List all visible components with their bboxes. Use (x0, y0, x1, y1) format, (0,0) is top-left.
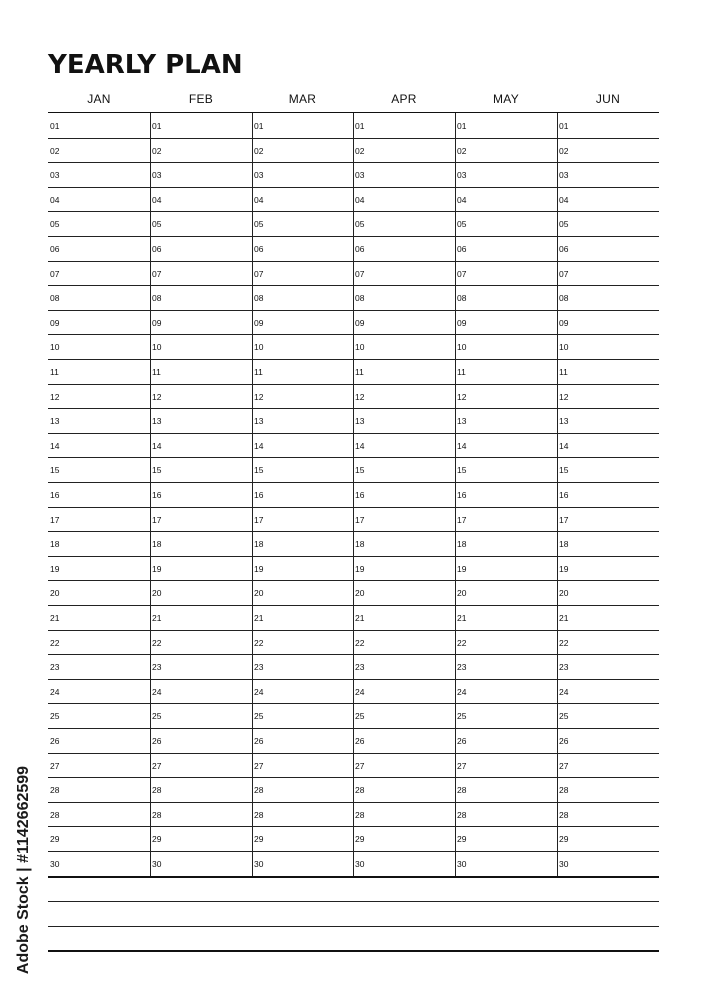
day-number: 09 (559, 317, 569, 328)
day-number: 26 (559, 736, 569, 746)
month-label-may: MAY (492, 92, 519, 106)
day-number: 22 (457, 637, 467, 648)
day-number: 24 (254, 686, 264, 697)
day-number: 14 (50, 440, 60, 451)
day-number: 02 (254, 145, 264, 156)
day-number: 27 (355, 760, 365, 771)
day-number: 07 (254, 268, 264, 279)
day-number: 30 (457, 859, 467, 869)
day-number: 16 (152, 490, 162, 500)
day-number: 20 (254, 588, 264, 599)
day-number: 27 (559, 760, 569, 771)
day-number: 02 (457, 145, 467, 156)
day-number: 25 (457, 711, 467, 722)
day-number: 17 (50, 514, 60, 525)
day-number: 30 (152, 859, 162, 869)
day-number: 19 (559, 563, 569, 574)
month-label-jun: JUN (595, 92, 621, 106)
day-number: 07 (152, 268, 162, 279)
day-number: 10 (254, 342, 264, 353)
day-number: 21 (254, 613, 264, 623)
day-number: 09 (152, 317, 162, 328)
day-number: 01 (152, 121, 162, 131)
day-number: 03 (355, 170, 365, 181)
day-number: 13 (457, 416, 467, 427)
day-number: 12 (50, 391, 60, 402)
day-number: 16 (254, 490, 264, 500)
day-number: 29 (152, 834, 162, 845)
grid-bottom-border (48, 876, 659, 878)
day-number: 29 (457, 834, 467, 845)
day-number: 04 (50, 194, 60, 205)
day-number: 19 (457, 563, 467, 574)
day-number: 25 (50, 711, 60, 722)
day-number: 11 (152, 367, 161, 377)
day-number: 18 (254, 539, 264, 550)
day-number: 10 (559, 342, 569, 353)
day-number: 24 (152, 686, 162, 697)
day-number: 23 (355, 662, 365, 673)
day-number: 15 (254, 465, 264, 476)
day-number: 28 (152, 809, 162, 820)
day-number: 30 (559, 859, 569, 869)
day-number: 05 (50, 219, 60, 230)
day-number: 28 (457, 809, 467, 820)
day-number: 01 (559, 121, 569, 131)
day-number: 13 (152, 416, 162, 427)
day-number: 04 (457, 194, 467, 205)
day-number: 04 (355, 194, 365, 205)
day-number: 28 (355, 809, 365, 820)
day-number: 17 (152, 514, 162, 525)
day-number: 19 (254, 563, 264, 574)
day-number: 29 (254, 834, 264, 845)
day-number: 28 (355, 785, 365, 796)
day-number: 27 (50, 760, 60, 771)
day-number: 06 (559, 244, 569, 254)
day-number: 18 (457, 539, 467, 550)
day-number: 26 (355, 736, 365, 746)
day-number: 06 (457, 244, 467, 254)
month-label-feb: FEB (188, 92, 214, 106)
day-number: 12 (152, 391, 162, 402)
day-number: 27 (457, 760, 467, 771)
day-number: 19 (355, 563, 365, 574)
day-number: 21 (50, 613, 60, 623)
day-number: 22 (355, 637, 365, 648)
day-number: 11 (457, 367, 466, 377)
day-number: 11 (355, 367, 364, 377)
day-number: 14 (457, 440, 467, 451)
day-number: 25 (254, 711, 264, 722)
day-number: 06 (355, 244, 365, 254)
day-number: 07 (457, 268, 467, 279)
day-number: 12 (355, 391, 365, 402)
day-number: 21 (559, 613, 569, 623)
day-number: 15 (50, 465, 60, 476)
day-number: 21 (457, 613, 467, 623)
day-number: 03 (152, 170, 162, 181)
day-number: 03 (254, 170, 264, 181)
day-number: 12 (457, 391, 467, 402)
day-number: 28 (559, 809, 569, 820)
day-number: 13 (50, 416, 60, 427)
day-number: 28 (254, 785, 264, 796)
day-number: 24 (559, 686, 569, 697)
month-header-row (48, 90, 659, 112)
day-number: 30 (50, 859, 60, 869)
day-number: 07 (50, 268, 60, 279)
day-number: 12 (559, 391, 569, 402)
day-number: 03 (559, 170, 569, 181)
day-number: 05 (254, 219, 264, 230)
day-number: 01 (457, 121, 467, 131)
day-number: 06 (50, 244, 60, 254)
notes-line (48, 926, 659, 927)
day-number: 16 (355, 490, 365, 500)
column-divider (353, 113, 354, 877)
day-number: 02 (559, 145, 569, 156)
day-number: 05 (457, 219, 467, 230)
day-number: 14 (254, 440, 264, 451)
day-number: 02 (152, 145, 162, 156)
month-label-mar: MAR (288, 92, 317, 106)
day-number: 13 (355, 416, 365, 427)
notes-line (48, 901, 659, 902)
day-number: 05 (559, 219, 569, 230)
day-number: 28 (152, 785, 162, 796)
month-label-jan: JAN (87, 92, 111, 106)
day-number: 03 (50, 170, 60, 181)
day-number: 22 (50, 637, 60, 648)
column-divider (252, 113, 253, 877)
day-number: 23 (50, 662, 60, 673)
day-number: 08 (457, 293, 467, 304)
day-number: 17 (457, 514, 467, 525)
day-number: 01 (355, 121, 365, 131)
day-number: 18 (355, 539, 365, 550)
day-number: 27 (254, 760, 264, 771)
day-number: 04 (152, 194, 162, 205)
day-number: 24 (50, 686, 60, 697)
day-number: 28 (457, 785, 467, 796)
day-number: 26 (254, 736, 264, 746)
day-number: 21 (355, 613, 365, 623)
day-number: 19 (50, 563, 60, 574)
day-number: 10 (457, 342, 467, 353)
day-number: 01 (50, 121, 60, 131)
day-number: 20 (355, 588, 365, 599)
day-number: 02 (355, 145, 365, 156)
day-number: 22 (254, 637, 264, 648)
day-number: 16 (559, 490, 569, 500)
day-number: 07 (355, 268, 365, 279)
day-number: 14 (355, 440, 365, 451)
day-number: 04 (254, 194, 264, 205)
day-number: 09 (50, 317, 60, 328)
day-number: 20 (152, 588, 162, 599)
day-number: 20 (559, 588, 569, 599)
day-number: 29 (50, 834, 60, 845)
day-number: 25 (559, 711, 569, 722)
day-number: 09 (457, 317, 467, 328)
day-number: 19 (152, 563, 162, 574)
day-number: 29 (355, 834, 365, 845)
day-number: 30 (355, 859, 365, 869)
day-number: 08 (254, 293, 264, 304)
day-number: 08 (355, 293, 365, 304)
day-number: 07 (559, 268, 569, 279)
day-number: 15 (457, 465, 467, 476)
day-number: 12 (254, 391, 264, 402)
day-number: 06 (254, 244, 264, 254)
day-number: 20 (457, 588, 467, 599)
day-number: 24 (457, 686, 467, 697)
day-number: 27 (152, 760, 162, 771)
day-number: 11 (50, 367, 59, 377)
column-divider (455, 113, 456, 877)
day-number: 10 (355, 342, 365, 353)
day-number: 18 (50, 539, 60, 550)
day-number: 28 (50, 785, 60, 796)
column-divider (557, 113, 558, 877)
day-number: 25 (355, 711, 365, 722)
day-number: 24 (355, 686, 365, 697)
day-number: 06 (152, 244, 162, 254)
page-title: YEARLY PLAN (48, 50, 243, 80)
day-number: 23 (457, 662, 467, 673)
day-number: 15 (559, 465, 569, 476)
watermark-text: Adobe Stock | #1142662599 (15, 765, 32, 975)
day-number: 23 (559, 662, 569, 673)
day-number: 25 (152, 711, 162, 722)
month-label-apr: APR (391, 92, 417, 106)
day-number: 28 (50, 809, 60, 820)
day-number: 29 (559, 834, 569, 845)
day-number: 21 (152, 613, 162, 623)
column-divider (150, 113, 151, 877)
day-number: 03 (457, 170, 467, 181)
day-number: 14 (152, 440, 162, 451)
day-number: 17 (559, 514, 569, 525)
day-number: 30 (254, 859, 264, 869)
day-number: 28 (254, 809, 264, 820)
day-number: 02 (50, 145, 60, 156)
day-number: 23 (152, 662, 162, 673)
day-number: 09 (355, 317, 365, 328)
watermark (11, 755, 37, 985)
day-number: 26 (152, 736, 162, 746)
day-number: 11 (254, 367, 263, 377)
day-number: 11 (559, 367, 568, 377)
day-number: 22 (152, 637, 162, 648)
day-number: 13 (559, 416, 569, 427)
day-number: 17 (355, 514, 365, 525)
day-number: 04 (559, 194, 569, 205)
day-number: 20 (50, 588, 60, 599)
day-number: 08 (559, 293, 569, 304)
day-number: 28 (559, 785, 569, 796)
day-number: 26 (457, 736, 467, 746)
day-number: 23 (254, 662, 264, 673)
day-number: 13 (254, 416, 264, 427)
day-number: 17 (254, 514, 264, 525)
day-number: 15 (355, 465, 365, 476)
day-number: 05 (152, 219, 162, 230)
notes-bottom-border (48, 950, 659, 952)
day-number: 16 (457, 490, 467, 500)
day-number: 26 (50, 736, 60, 746)
day-number: 09 (254, 317, 264, 328)
day-number: 10 (152, 342, 162, 353)
day-number: 15 (152, 465, 162, 476)
day-number: 14 (559, 440, 569, 451)
day-number: 10 (50, 342, 60, 353)
day-number: 01 (254, 121, 264, 131)
day-number: 16 (50, 490, 60, 500)
day-number: 05 (355, 219, 365, 230)
day-number: 22 (559, 637, 569, 648)
day-number: 08 (152, 293, 162, 304)
day-number: 18 (559, 539, 569, 550)
day-number: 18 (152, 539, 162, 550)
day-number: 08 (50, 293, 60, 304)
